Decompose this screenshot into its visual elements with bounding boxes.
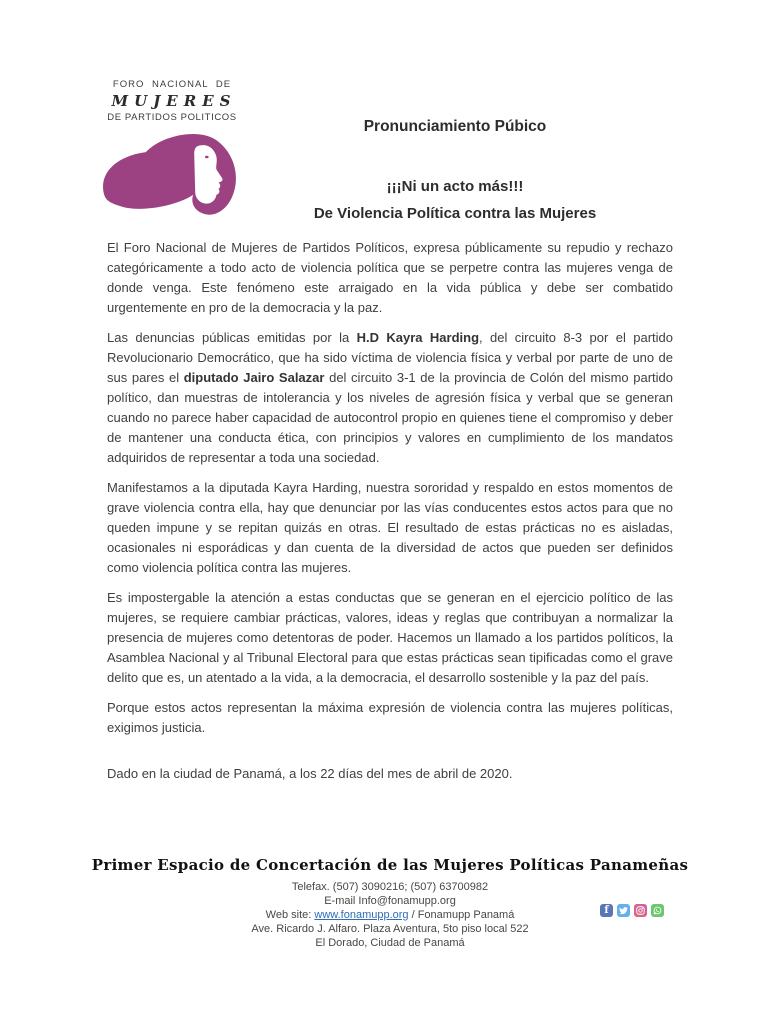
date-line: Dado en la ciudad de Panamá, a los 22 días del mes de abril de 2020. (107, 766, 513, 781)
paragraph: Porque estos actos representan la máxima expresión de violencia contra las mujeres políticas, exigimos justicia. (107, 700, 673, 735)
facebook-icon[interactable]: f (600, 904, 613, 917)
footer (0, 856, 780, 950)
website-suffix: / Fonamupp Panamá (408, 909, 515, 921)
paragraph: Las denuncias públicas emitidas por la H.D Kayra Harding, del circuito 8-3 por el partido Revolucionario Democrático, que ha sido víctima de violencia física y verbal por parte de uno de sus pares el diputado Jairo Salazar del circuito 3-1 de la provincia de Colón del mismo partido político, dan muestras de intolerancia y los niveles de agresión física y verbal que se generan cuando no parece haber capacidad de autocontrol propio en quienes tiene el compromiso y deber de mantener una conducta ética, con principios y valores en cumplimiento de los mandatos adquiridos de representar a toda una sociedad. (107, 330, 674, 465)
document-subtitle-2: De Violencia Política contra las Mujeres (313, 205, 597, 222)
paragraph: Manifestamos a la diputada Kayra Harding, nuestra sororidad y respaldo en estos momentos de grave violencia contra ella, hay que denunciar por las vías conducentes estos actos para que no queden impune y se repitan quizás en otras. El resultado de estas prácticas no es aisladas, ocasionales ni esporádicas y dan cuenta de la diversidad de actos que pueden ser definidos como violencia política contra las mujeres. (107, 480, 673, 575)
instagram-icon[interactable] (634, 904, 647, 917)
title-block (240, 118, 670, 222)
footer-email: E-mail Info@fonamupp.org (324, 895, 456, 907)
paragraphs-container (107, 238, 673, 738)
logo-line-mujeres: MUJERES (111, 92, 237, 110)
document-subtitle: ¡¡¡Ni un acto más!!! (386, 178, 524, 195)
footer-address-line1: Ave. Ricardo J. Alfaro. Plaza Aventura, 5to piso local 522 (251, 923, 529, 935)
paragraph: El Foro Nacional de Mujeres de Partidos Políticos, expresa públicamente su repudio y rechazo categóricamente a todo acto de violencia política que se perpetre contra las mujeres venga de donde venga. Este fenómeno este arraigado en la vida pública y debe ser combatido urgentemente en pro de la democracia y la paz. (107, 240, 673, 315)
woman-silhouette-logo-icon (97, 127, 243, 219)
document-title: Pronunciamiento Púbico (363, 118, 547, 135)
footer-heading: Primer Espacio de Concertación de las Mujeres Políticas Panameñas (91, 856, 689, 874)
document-body (107, 238, 673, 784)
footer-telefax: Telefax. (507) 3090216; (507) 63700982 (291, 881, 489, 893)
footer-address-line2: El Dorado, Ciudad de Panamá (315, 937, 465, 949)
website-link[interactable]: www.fonamupp.org (314, 909, 409, 921)
twitter-icon[interactable] (617, 904, 630, 917)
whatsapp-icon[interactable] (651, 904, 664, 917)
logo-line-foro-nacional: FORO NACIONAL DE (112, 79, 232, 90)
logo-wordmark (102, 79, 242, 123)
paragraph: Es impostergable la atención a estas conductas que se generan en el ejercicio político de las mujeres, se requiere cambiar prácticas, valores, ideas y reglas que contribuyan a normalizar la presencia de mujeres como detentoras de poder. Hacemos un llamado a los partidos políticos, la Asamblea Nacional y al Tribunal Electoral para que estas prácticas sean tipificadas como el grave delito que es, un atentado a la vida, a la democracia, el desarrollo sostenible y la paz del país. (107, 590, 673, 685)
website-label: Web site: (265, 909, 315, 921)
logo-line-partidos: DE PARTIDOS POLITICOS (107, 112, 237, 123)
social-icons (600, 904, 664, 917)
